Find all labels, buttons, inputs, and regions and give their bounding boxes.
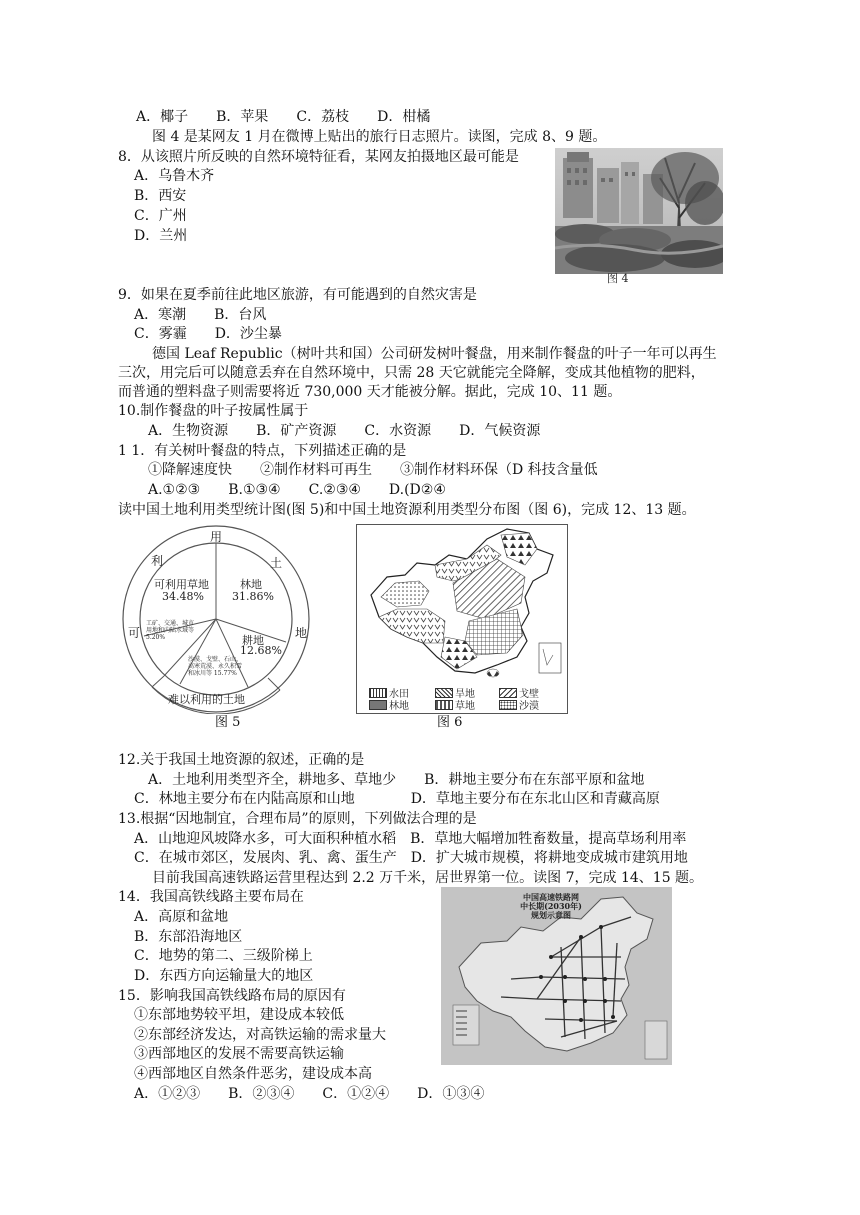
question-11: 1 1．有关树叶餐盘的特点，下列描述正确的是 — [118, 443, 407, 459]
figure-6-map — [356, 524, 568, 714]
question-12: 12.关于我国土地资源的叙述，正确的是 — [118, 752, 365, 768]
q15-item-4: ④西部地区自然条件恶劣，建设成本高 — [134, 1066, 372, 1082]
figure-5-chart — [118, 524, 314, 714]
legend-grass-swatch — [435, 700, 453, 710]
ring-text-left2: 可 — [128, 626, 141, 640]
question-9: 9．如果在夏季前往此地区旅游，有可能遇到的自然灾害是 — [118, 287, 477, 303]
q8-option-c: C．广州 — [134, 208, 187, 224]
q15-options: A．①②③ B．②③④ C．①②④ D．①③④ — [134, 1086, 485, 1102]
legend-paddy-swatch — [369, 688, 387, 698]
figure-7-title — [511, 893, 591, 920]
legend-dryland-label: 旱地 — [455, 689, 475, 700]
figure-7-map — [441, 887, 672, 1065]
figure-7-title-line3: 规划示意图 — [531, 910, 571, 920]
q14-option-b: B．东部沿海地区 — [134, 929, 243, 945]
q14-option-a: A．高原和盆地 — [134, 909, 229, 925]
crop-label: 耕地 — [242, 634, 264, 647]
q10-options: A．生物资源 B．矿产资源 C．水资源 D．气候资源 — [148, 423, 541, 439]
intro-10-11-line2: 三次，用完后可以随意丢弃在自然环境中，只需 28 天它就能完全降解，变成其他植物的肥料， — [118, 365, 705, 381]
q14-option-c: C．地势的第二、三级阶梯上 — [134, 948, 313, 964]
figure-7-title-line1: 中国高速铁路网 — [523, 892, 579, 902]
intro-14-15: 目前我国高速铁路运营里程达到 2.2 万千米，居世界第一位。读图 7，完成 14、15 题。 — [152, 870, 704, 886]
figure-6-caption: 图 6 — [437, 715, 463, 730]
intro-10-11-line1: 德国 Leaf Republic（树叶共和国）公司研发树叶餐盘，用来制作餐盘的叶子一年可以再生 — [152, 346, 717, 362]
ring-text-left1: 利 — [151, 554, 164, 568]
built-label: 工矿、交通、城市用地和内陆水域等 5.20% — [146, 620, 195, 641]
q15-item-3: ③西部地区的发展不需要高铁运输 — [134, 1046, 344, 1062]
forest-pct: 31.86% — [232, 590, 274, 603]
intro-8-9: 图 4 是某网友 1 月在微博上贴出的旅行日志照片。读图，完成 8、9 题。 — [152, 129, 607, 145]
grass-label: 可利用草地 — [154, 578, 209, 591]
question-10: 10.制作餐盘的叶子按属性属于 — [118, 403, 309, 419]
legend-desert-swatch — [499, 700, 517, 710]
question-8: 8．从该照片所反映的自然环境特征看，某网友拍摄地区最可能是 — [118, 149, 519, 165]
q8-option-b: B．西安 — [134, 188, 187, 204]
q15-item-2: ②东部经济发达，对高铁运输的需求量大 — [134, 1027, 386, 1043]
q9-options-ab: A．寒潮 B．台风 — [134, 307, 267, 323]
ring-text-right1: 土 — [270, 556, 283, 570]
figure-6-legend — [361, 686, 565, 712]
legend-grass-label: 草地 — [455, 701, 475, 712]
legend-dryland-swatch — [435, 688, 453, 698]
intro-10-11-line3: 而普通的塑料盘子则需要将近 730,000 天才能被分解。据此，完成 10、11 题。 — [118, 384, 622, 400]
intro-12-13: 读中国土地利用类型统计图(图 5)和中国土地资源利用类型分布图（图 6)，完成 12、13 题。 — [118, 502, 696, 518]
crop-pct: 12.68% — [240, 644, 282, 657]
figure-5-caption: 图 5 — [215, 715, 241, 730]
q13-options-cd: C．在城市郊区，发展肉、乳、禽、蛋生产 D．扩大城市规模，将耕地变成城市建筑用地 — [134, 850, 688, 866]
desert-label: 沙漠、戈壁、石山、高寒荒漠、永久积雪和冰川等 15.77% — [188, 656, 243, 677]
q7-options: A．椰子 B．苹果 C．荔枝 D．柑橘 — [136, 109, 431, 125]
ring-text-top: 用 — [210, 530, 223, 544]
q8-option-a: A．乌鲁木齐 — [134, 168, 215, 184]
question-15: 15．影响我国高铁线路布局的原因有 — [118, 988, 346, 1004]
legend-paddy-label: 水田 — [389, 689, 409, 700]
figure-4-photo — [555, 148, 723, 274]
q9-options-cd: C．雾霾 D．沙尘暴 — [134, 326, 282, 342]
grass-pct: 34.48% — [162, 590, 204, 603]
figure-7-title-line2: 中长期(2030年) — [520, 901, 582, 911]
q11-options: A.①②③ B.①③④ C.②③④ D.(D②④ — [148, 482, 446, 498]
legend-desert-label: 沙漠 — [519, 701, 539, 712]
q14-option-d: D．东西方向运输量大的地区 — [134, 968, 314, 984]
legend-gobi-swatch — [499, 688, 517, 698]
question-14: 14．我国高铁线路主要布局在 — [118, 889, 304, 905]
q15-item-1: ①东部地势较平坦，建设成本较低 — [134, 1007, 344, 1023]
q12-options-cd: C．林地主要分布在内陆高原和山地 D．草地主要分布在东北山区和青藏高原 — [134, 791, 660, 807]
legend-gobi-label: 戈壁 — [519, 689, 539, 700]
q11-items: ①降解速度快 ②制作材料可再生 ③制作材料环保（D 科技含量低 — [148, 462, 598, 478]
legend-forest-swatch — [369, 700, 387, 710]
legend-forest-label: 林地 — [389, 701, 409, 712]
q12-options-ab: A．土地利用类型齐全，耕地多、草地少 B．耕地主要分布在东部平原和盆地 — [148, 772, 645, 788]
ring-text-right2: 地 — [295, 626, 308, 640]
q8-option-d: D．兰州 — [134, 228, 188, 244]
question-13: 13.根据“因地制宜，合理布局”的原则，下列做法合理的是 — [118, 811, 477, 827]
ring-text-bottom: 难以利用的土地 — [168, 693, 245, 706]
figure-4-label: 图 4 — [607, 272, 629, 285]
q13-options-ab: A．山地迎风坡降水多，可大面积种植水稻 B．草地大幅增加牲畜数量，提高草场利用率 — [134, 831, 687, 847]
forest-label: 林地 — [240, 578, 262, 591]
